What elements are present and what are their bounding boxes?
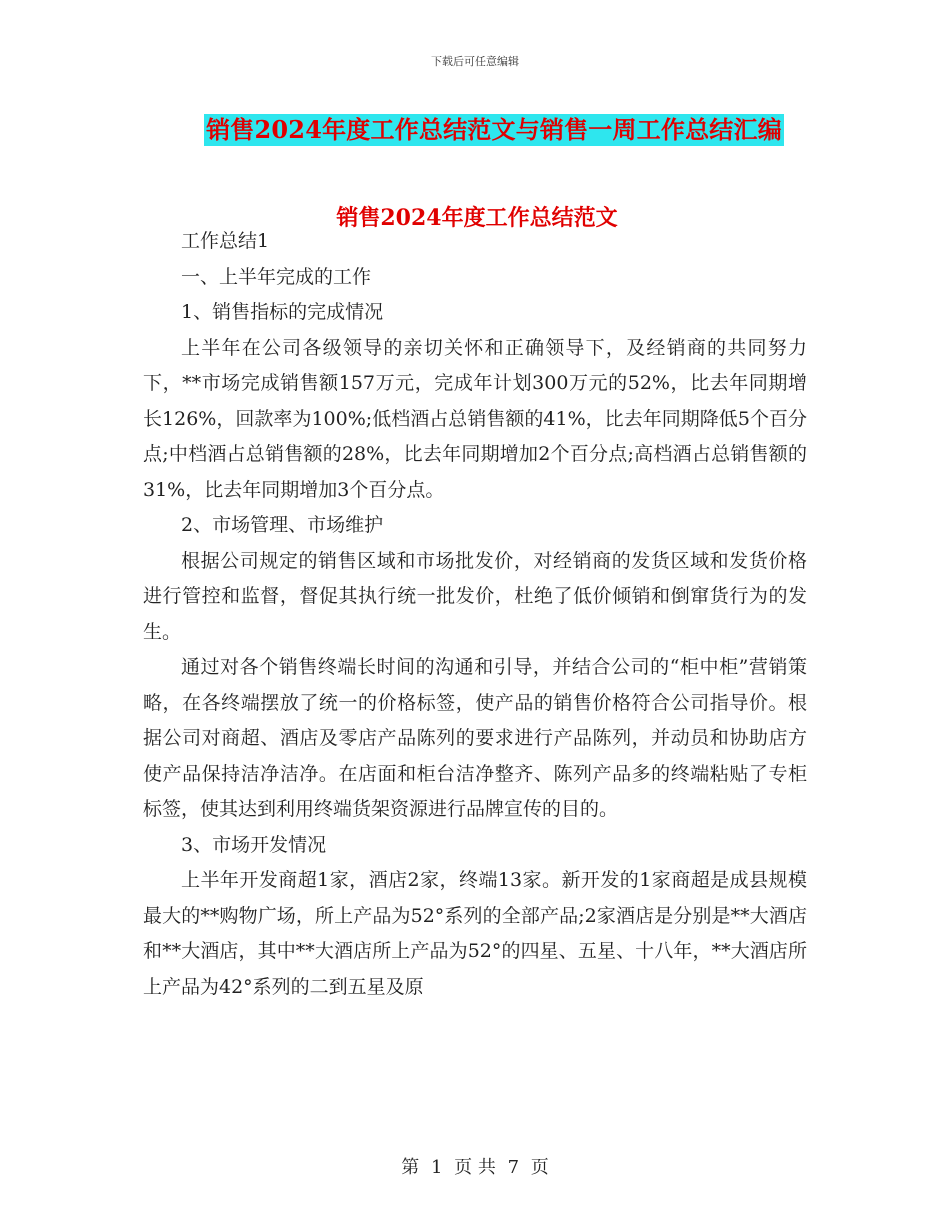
paragraph: 上半年开发商超1家，酒店2家，终端13家。新开发的1家商超是成县规模最大的**购物广场，所上产品为52°系列的全部产品;2家酒店是分别是**大酒店和**大酒店，其中**大酒店所上产品为52°的四星、五星、十八年，**大酒店所上产品为42°系列的二到五星及原 [143,869,807,998]
paragraph: 通过对各个销售终端长时间的沟通和引导，并结合公司的“柜中柜”营销策略，在各终端摆放了统一的价格标签，使产品的销售价格符合公司指导价。根据公司对商超、酒店及零店产品陈列的要求进行产品陈列，并动员和协助店方使产品保持洁净洁净。在店面和柜台洁净整齐、陈列产品多的终端粘贴了专柜标签，使其达到利用终端货架资源进行品牌宣传的目的。 [143,656,807,820]
footer-prefix: 第 [401,1157,420,1178]
footer-suffix: 页 [530,1157,549,1178]
main-title: 销售2024年度工作总结范文与销售一周工作总结汇编 [206,115,782,144]
paragraph: 3、市场开发情况 [181,833,327,856]
paragraph: 工作总结1 [181,230,270,252]
footer-middle: 页 共 [454,1157,496,1178]
document-body [143,224,807,1005]
page-footer [0,1153,950,1179]
paragraph: 上半年在公司各级领导的亲切关怀和正确领导下，及经销商的共同努力下，**市场完成销售额157万元，完成年计划300万元的52%，比去年同期增长126%，回款率为100%;低档酒占总销售额的41%，比去年同期降低5个百分点;中档酒占总销售额的28%，比去年同期增加2个百分点;高档酒占总销售额的31%，比去年同期增加3个百分点。 [143,336,807,501]
sub-title: 销售2024年度工作总结范文 [336,205,618,231]
paragraph: 1、销售指标的完成情况 [181,301,384,323]
main-title-wrapper [0,114,950,146]
footer-total-pages: 7 [507,1157,520,1178]
paragraph: 根据公司规定的销售区域和市场批发价，对经销商的发货区域和发货价格进行管控和监督，督促其执行统一批发价，杜绝了低价倾销和倒窜货行为的发生。 [143,549,807,643]
paragraph: 一、上半年完成的工作 [181,265,372,288]
footer-page-number: 1 [430,1157,443,1178]
header-note: 下载后可任意编辑 [431,55,519,68]
paragraph: 2、市场管理、市场维护 [181,514,384,536]
